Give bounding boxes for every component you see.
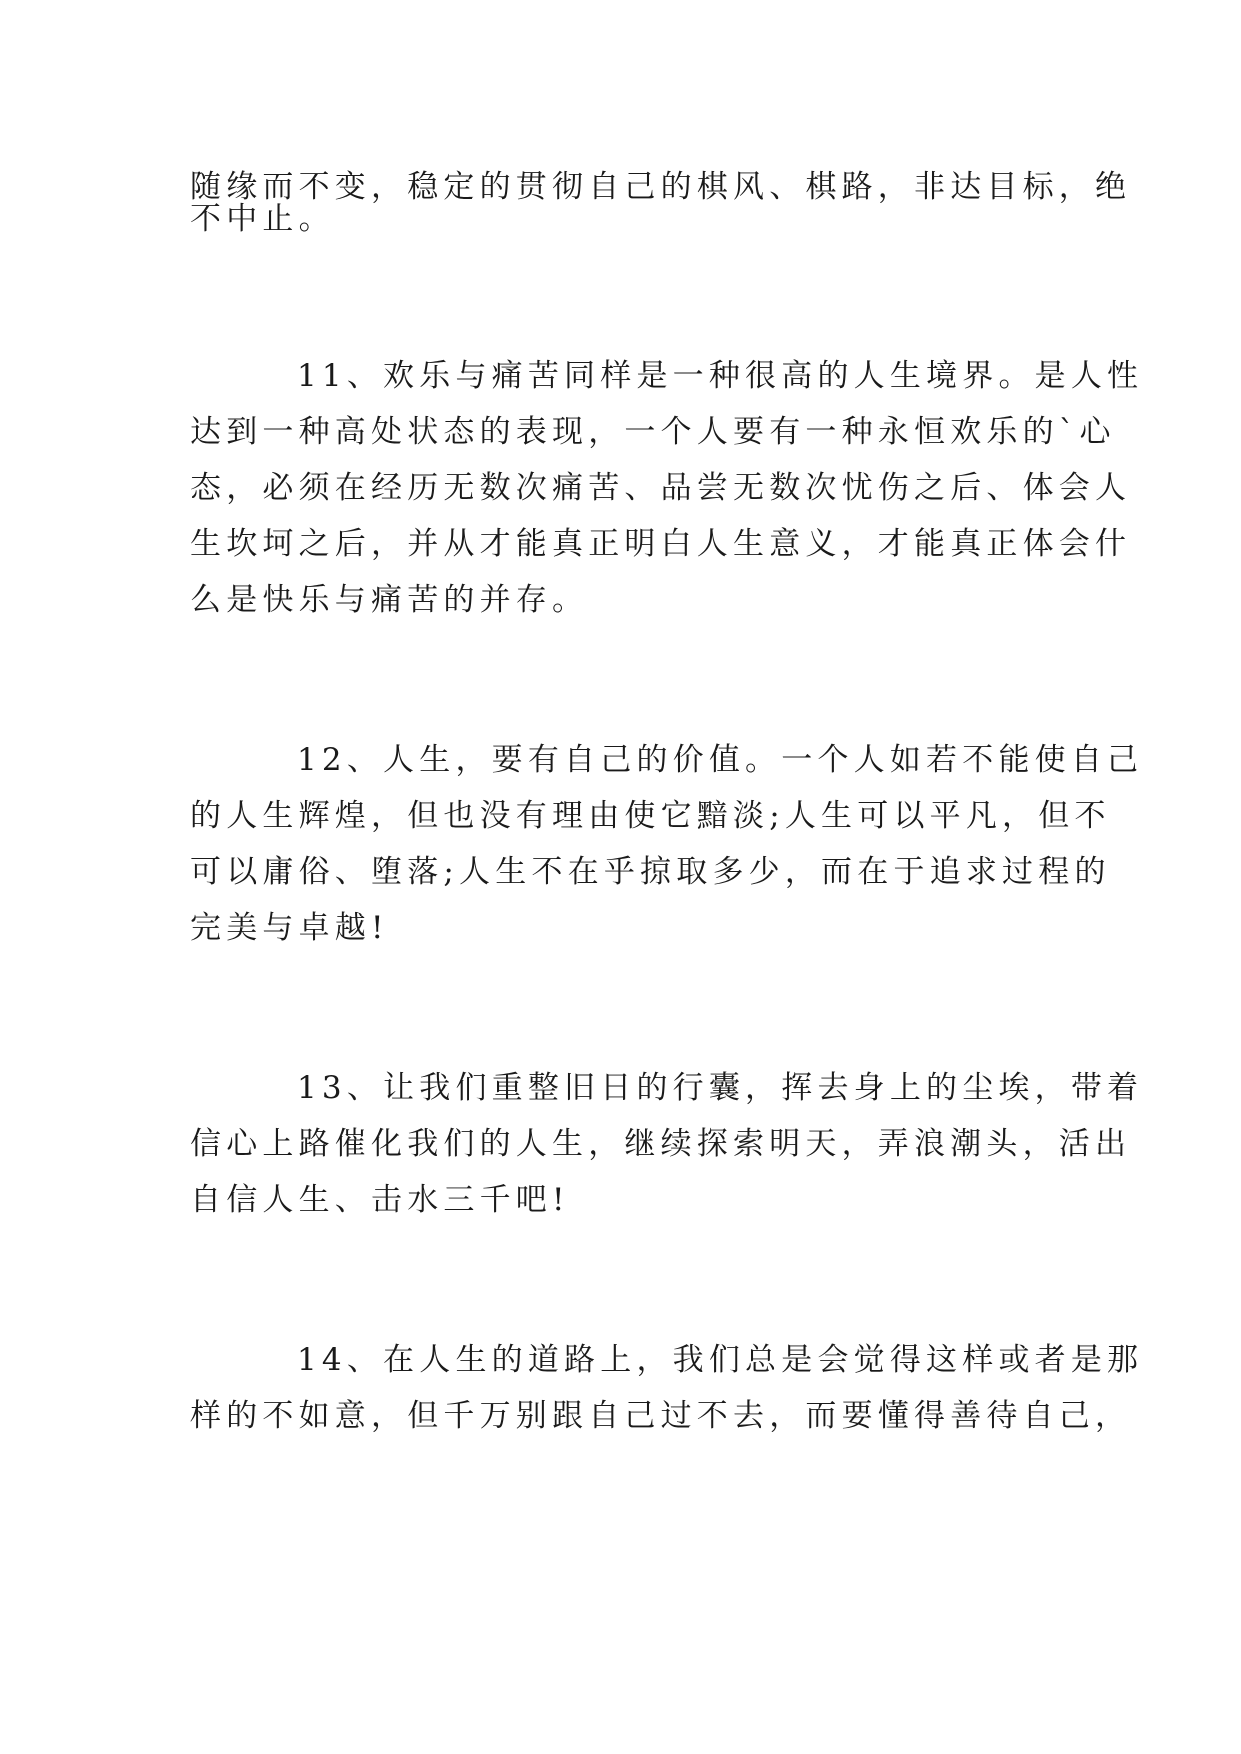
paragraph-line: 么是快乐与痛苦的并存。 [190,582,589,618]
paragraph-line: 完美与卓越! [190,910,389,946]
paragraph-line: 14、在人生的道路上，我们总是会觉得这样或者是那 [297,1342,1144,1378]
paragraph-line: 达到一种高处状态的表现，一个人要有一种永恒欢乐的`心 [190,414,1116,450]
paragraph-line: 可以庸俗、堕落;人生不在乎掠取多少，而在于追求过程的 [190,854,1111,890]
paragraph-line: 12、人生，要有自己的价值。一个人如若不能使自己 [297,742,1144,778]
paragraph-line: 自信人生、击水三千吧! [190,1182,570,1218]
paragraph-line: 不中止。 [190,201,335,237]
paragraph-line: 随缘而不变，稳定的贯彻自己的棋风、棋路，非达目标，绝 [190,169,1132,205]
paragraph-line: 11、欢乐与痛苦同样是一种很高的人生境界。是人性 [297,358,1144,394]
paragraph-line: 态，必须在经历无数次痛苦、品尝无数次忧伤之后、体会人 [190,470,1132,506]
paragraph-line: 信心上路催化我们的人生，继续探索明天，弄浪潮头，活出 [190,1126,1132,1162]
paragraph-line: 样的不如意，但千万别跟自己过不去，而要懂得善待自己， [190,1398,1132,1434]
paragraph-line: 的人生辉煌，但也没有理由使它黯淡;人生可以平凡，但不 [190,798,1111,834]
paragraph-line: 生坎坷之后，并从才能真正明白人生意义，才能真正体会什 [190,526,1132,562]
paragraph-line: 13、让我们重整旧日的行囊，挥去身上的尘埃，带着 [297,1070,1144,1106]
